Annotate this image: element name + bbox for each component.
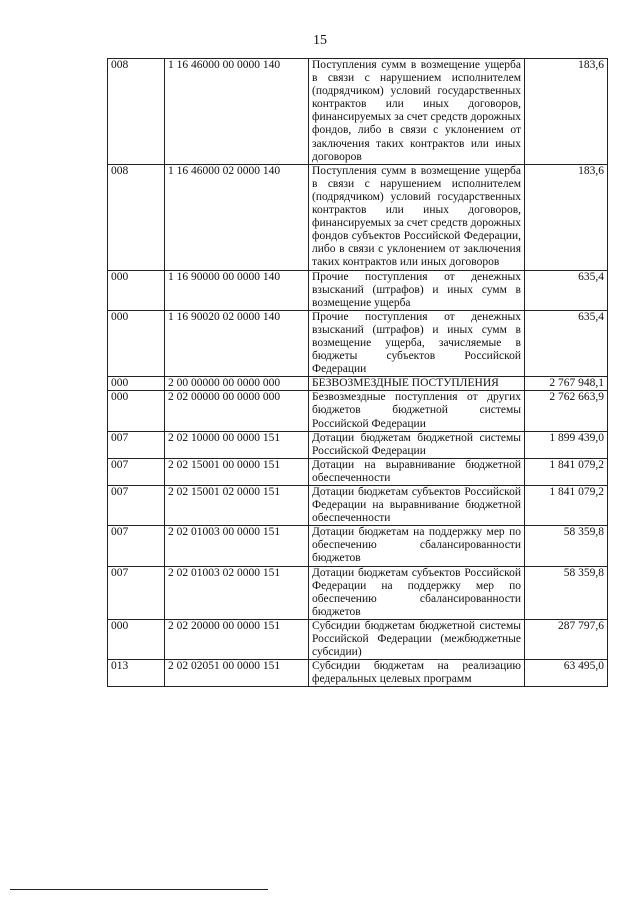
table-row [108,377,608,391]
kbk-code-cell: 2 02 01003 02 0000 151 [165,566,309,619]
revenue-name-cell: Безвозмездные поступления от других бюджетов бюджетной системы Российской Федерации [309,391,525,431]
admin-code-cell: 007 [108,566,165,619]
revenue-name-cell: Дотации бюджетам на поддержку мер по обеспечению сбалансированности бюджетов [309,526,525,566]
page-number: 15 [313,33,327,48]
admin-code-cell: 007 [108,486,165,526]
admin-code-cell: 013 [108,660,165,687]
table-row [108,391,608,431]
revenue-name-cell: Прочие поступления от денежных взысканий (штрафов) и иных сумм в возмещение ущерба, зачисляемые в бюджеты субъектов Российской Федерации [309,310,525,376]
admin-code-cell: 000 [108,270,165,310]
amount-cell: 2 762 663,9 [525,391,608,431]
table-row [108,566,608,619]
table-row [108,526,608,566]
admin-code-cell: 007 [108,431,165,458]
table-body [108,59,608,687]
kbk-code-cell: 2 02 02051 00 0000 151 [165,660,309,687]
amount-cell: 2 767 948,1 [525,377,608,391]
admin-code-cell: 007 [108,526,165,566]
admin-code-cell: 008 [108,164,165,270]
table-row [108,310,608,376]
kbk-code-cell: 2 02 15001 00 0000 151 [165,458,309,485]
revenue-name-cell: БЕЗВОЗМЕЗДНЫЕ ПОСТУПЛЕНИЯ [309,377,525,391]
table-row [108,59,608,165]
amount-cell: 183,6 [525,59,608,165]
kbk-code-cell: 1 16 46000 02 0000 140 [165,164,309,270]
revenue-name-cell: Дотации бюджетам бюджетной системы Российской Федерации [309,431,525,458]
revenue-name-cell: Прочие поступления от денежных взысканий (штрафов) и иных сумм в возмещение ущерба [309,270,525,310]
table-row [108,486,608,526]
amount-cell: 58 359,8 [525,526,608,566]
admin-code-cell: 000 [108,310,165,376]
admin-code-cell: 000 [108,377,165,391]
table-row [108,270,608,310]
revenue-name-cell: Субсидии бюджетам бюджетной системы Российской Федерации (межбюджетные субсидии) [309,619,525,659]
amount-cell: 635,4 [525,310,608,376]
revenue-name-cell: Дотации на выравнивание бюджетной обеспеченности [309,458,525,485]
admin-code-cell: 000 [108,619,165,659]
revenue-name-cell: Поступления сумм в возмещение ущерба в связи с нарушением исполнителем (подрядчиком) условий государственных контрактов или иных договоров, финансируемых за счет средств дорожных фондов субъектов Российской Федерации, либо в связи с уклонением от заключения таких контрактов или иных договоров [309,164,525,270]
revenue-name-cell: Поступления сумм в возмещение ущерба в связи с нарушением исполнителем (подрядчиком) условий государственных контрактов или иных договоров, финансируемых за счет средств дорожных фондов, либо в связи с уклонением от заключения таких контрактов или иных договоров [309,59,525,165]
table-row [108,458,608,485]
amount-cell: 1 841 079,2 [525,458,608,485]
kbk-code-cell: 1 16 90000 00 0000 140 [165,270,309,310]
amount-cell: 287 797,6 [525,619,608,659]
amount-cell: 1 899 439,0 [525,431,608,458]
kbk-code-cell: 1 16 90020 02 0000 140 [165,310,309,376]
table-row [108,660,608,687]
kbk-code-cell: 2 00 00000 00 0000 000 [165,377,309,391]
amount-cell: 58 359,8 [525,566,608,619]
kbk-code-cell: 2 02 00000 00 0000 000 [165,391,309,431]
kbk-code-cell: 2 02 20000 00 0000 151 [165,619,309,659]
table-row [108,164,608,270]
amount-cell: 1 841 079,2 [525,486,608,526]
amount-cell: 63 495,0 [525,660,608,687]
revenue-name-cell: Дотации бюджетам субъектов Российской Федерации на поддержку мер по обеспечению сбалансированности бюджетов [309,566,525,619]
kbk-code-cell: 2 02 10000 00 0000 151 [165,431,309,458]
admin-code-cell: 008 [108,59,165,165]
table-row [108,431,608,458]
amount-cell: 183,6 [525,164,608,270]
revenue-name-cell: Субсидии бюджетам на реализацию федеральных целевых программ [309,660,525,687]
kbk-code-cell: 2 02 01003 00 0000 151 [165,526,309,566]
revenue-name-cell: Дотации бюджетам субъектов Российской Федерации на выравнивание бюджетной обеспеченности [309,486,525,526]
table-row [108,619,608,659]
kbk-code-cell: 2 02 15001 02 0000 151 [165,486,309,526]
kbk-code-cell: 1 16 46000 00 0000 140 [165,59,309,165]
budget-revenue-table [107,58,608,687]
admin-code-cell: 007 [108,458,165,485]
admin-code-cell: 000 [108,391,165,431]
footnote-separator [10,889,268,890]
amount-cell: 635,4 [525,270,608,310]
